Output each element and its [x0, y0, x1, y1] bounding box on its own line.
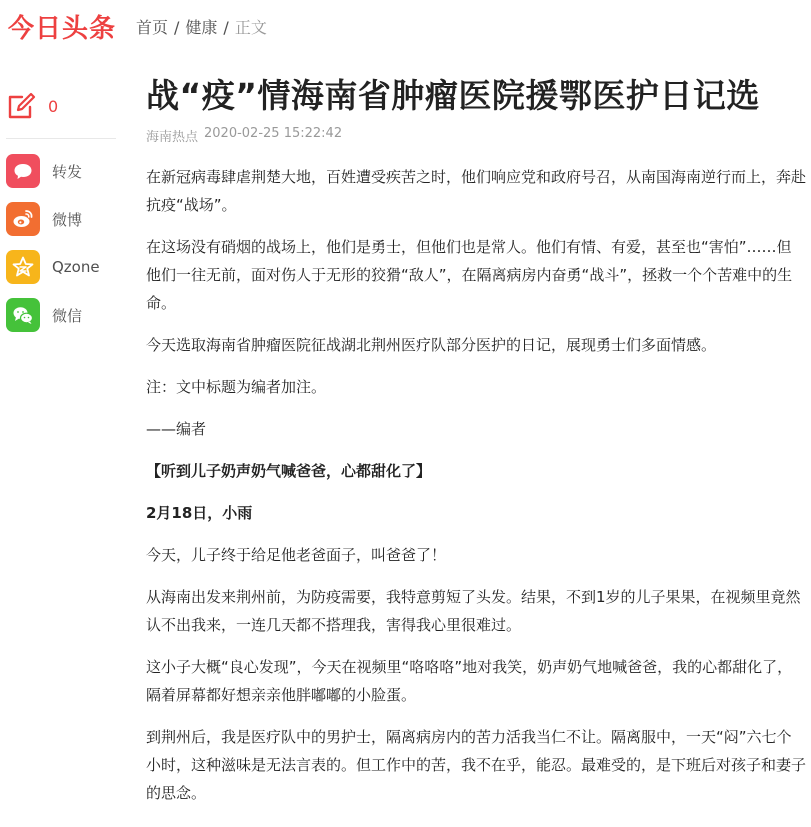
share-label: 转发 — [52, 162, 83, 181]
article-title: 战“疫”情海南省肿瘤医院援鄂医护日记选 — [146, 76, 760, 115]
breadcrumb-home[interactable]: 首页 — [136, 18, 169, 37]
repost-icon — [6, 154, 40, 188]
article-body — [146, 163, 806, 807]
article-meta — [146, 126, 806, 145]
article — [146, 68, 806, 821]
paragraph: ——编者 — [146, 420, 207, 438]
share-wechat[interactable] — [6, 291, 118, 339]
share-label: 微博 — [52, 210, 83, 229]
breadcrumb-separator: / — [174, 18, 180, 37]
weibo-icon — [6, 202, 40, 236]
breadcrumb-health[interactable]: 健康 — [185, 18, 218, 37]
comment-button[interactable] — [6, 84, 118, 128]
paragraph: 在新冠病毒肆虐荆楚大地，百姓遭受疾苦之时，他们响应党和政府号召，从南国海南逆行而上，奔赴抗疫“战场”。 — [146, 168, 807, 214]
paragraph: 到荆州后，我是医疗队中的男护士，隔离病房内的苦力活我当仁不让。隔离服中，一天“闷”六七个小时，这种滋味是无法言表的。但工作中的苦，我不在乎，能忍。最难受的，是下班后对孩子和妻子的思念。 — [146, 728, 807, 802]
paragraph: 在这场没有硝烟的战场上，他们是勇士，但他们也是常人。他们有情、有爱，甚至也“害怕”……但他们一往无前，面对伤人于无形的狡猾“敌人”，在隔离病房内奋勇“战斗”，拯救一个个苦难中的生命。 — [146, 238, 793, 312]
paragraph: 这小子大概“良心发现”，今天在视频里“咯咯咯”地对我笑，奶声奶气地喊爸爸，我的心都甜化了，隔着屏幕都好想亲亲他胖嘟嘟的小脸蛋。 — [146, 658, 793, 704]
comment-count: 0 — [48, 96, 59, 116]
diary-date: 2月18日，小雨 — [146, 504, 253, 522]
paragraph: 今天选取海南省肿瘤医院征战湖北荆州医疗队部分医护的日记，展现勇士们多面情感。 — [146, 336, 717, 354]
share-repost[interactable] — [6, 147, 118, 195]
top-header — [0, 0, 811, 56]
share-sidebar — [6, 84, 118, 339]
section-heading: 【听到儿子奶声奶气喊爸爸，心都甜化了】 — [146, 462, 432, 480]
share-qzone[interactable] — [6, 243, 118, 291]
qzone-icon — [6, 250, 40, 284]
share-weibo[interactable] — [6, 195, 118, 243]
share-label: 微信 — [52, 306, 83, 325]
paragraph: 今天，儿子终于给足他老爸面子，叫爸爸了！ — [146, 546, 447, 564]
breadcrumb-separator: / — [223, 18, 229, 37]
wechat-icon — [6, 298, 40, 332]
paragraph: 注：文中标题为编者加注。 — [146, 378, 327, 396]
breadcrumb — [136, 16, 267, 40]
sidebar-divider — [6, 138, 116, 139]
comment-edit-icon — [6, 91, 36, 121]
breadcrumb-current: 正文 — [234, 18, 267, 37]
share-label: Qzone — [52, 258, 100, 276]
article-source[interactable]: 海南热点 — [146, 130, 199, 145]
article-time: 2020-02-25 15:22:42 — [204, 126, 343, 141]
paragraph: 从海南出发来荆州前，为防疫需要，我特意剪短了头发。结果，不到1岁的儿子果果，在视频里竟然认不出我来，一连几天都不搭理我，害得我心里很难过。 — [146, 588, 801, 634]
toutiao-logo[interactable]: 今日头条 — [8, 14, 117, 44]
